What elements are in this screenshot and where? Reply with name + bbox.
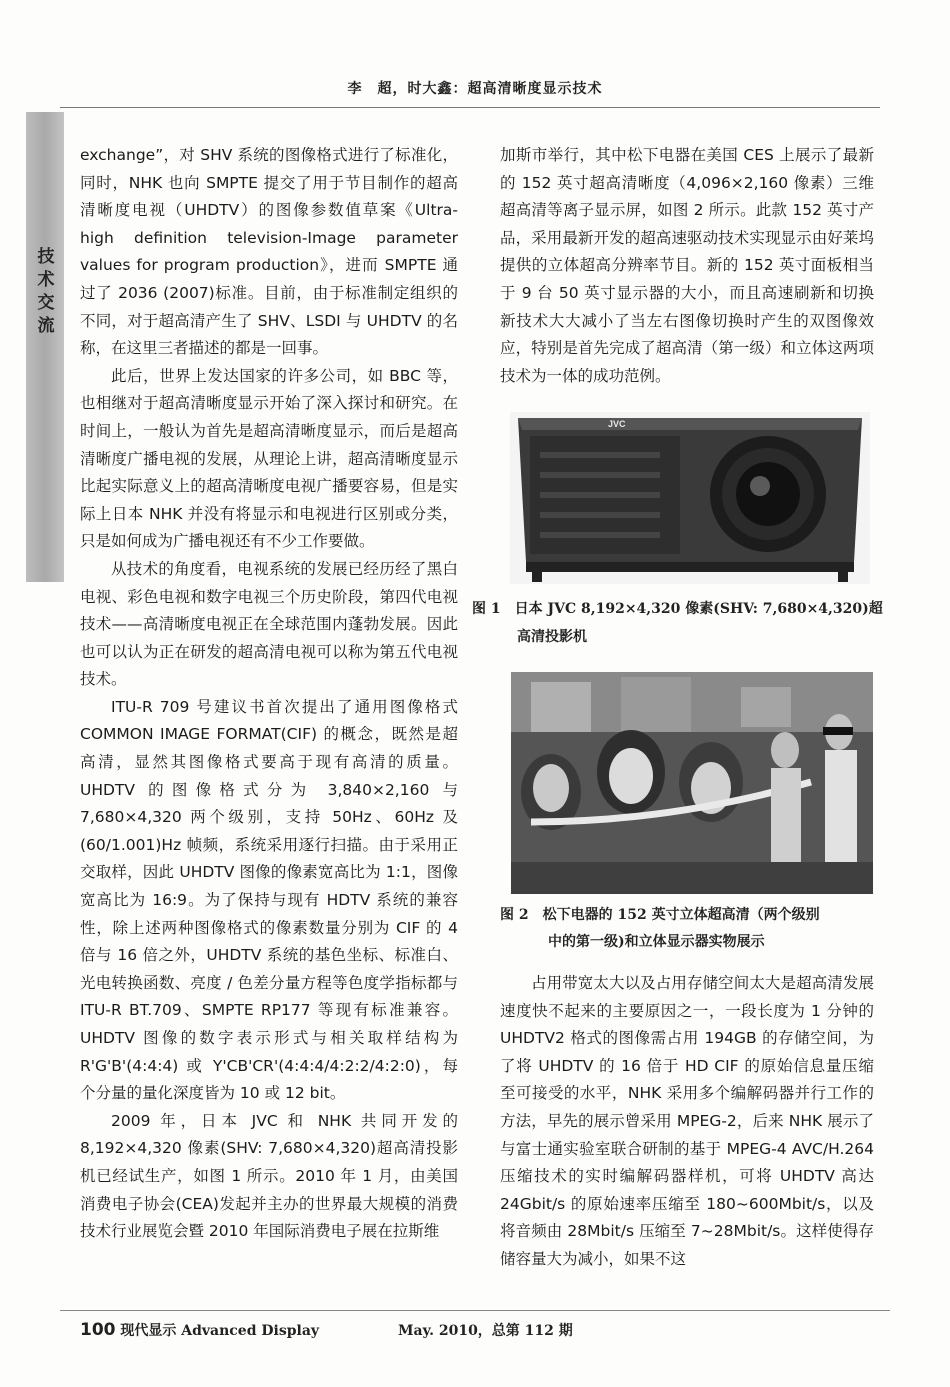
left-column (80, 142, 458, 1246)
section-side-tab (26, 112, 64, 582)
running-header: 李 超，时大鑫：超高清晰度显示技术 (347, 81, 603, 97)
footer-rule (60, 1310, 890, 1311)
figure-2-caption-continued: 中的第一级)和立体显示器实物展示 (548, 934, 765, 950)
figure-2-display-photo (511, 672, 873, 894)
paragraph: ITU-R 709 号建议书首次提出了通用图像格式 COMMON IMAGE FORMAT(CIF) 的概念，既然是超高清，显然其图像格式要高于现有高清的质量。UHDTV 的图像格式分为 3,840×2,160 与 7,680×4,320 两个级别，支持 50Hz、60Hz 及(60/1.001)Hz 帧频，系统采用逐行扫描。由于采用正交取样，因此 UHDTV 图像的像素宽高比为 1:1，图像宽高比为 16:9。为了保持与现有 HDTV 系统的兼容性，除上述两种图像格式的像素数量分别为 CIF 的 4 倍与 16 倍之外，UHDTV 系统的基色坐标、标准白、光电转换函数、亮度 / 色差分量方程等色度学指标都与 ITU-R BT.709、SMPTE RP177 等现有标准兼容。UHDTV 图像的数字表示形式与相关取样结构为 R'G'B'(4:4:4) 或 Y'CB'CR'(4:4:4/4:2:2/4:2:0)，每个分量的量化深度皆为 10 或 12 bit。 (80, 697, 458, 1103)
right-column-bottom (500, 970, 874, 1274)
paragraph: 占用带宽太大以及占用存储空间太大是超高清发展速度快不起来的主要原因之一，一段长度为 1 分钟的 UHDTV2 格式的图像需占用 194GB 的存储空间，为了将 UHDTV 的 16 倍于 HD CIF 的原始信息量压缩至可接受的水平，NHK 采用多个编解码器并行工作的方法，早先的展示曾采用 MPEG-2，后来 NHK 展示了与富士通实验室联合研制的基于 MPEG-4 AVC/H.264 压缩技术的实时编解码器样机，可将 UHDTV 高达 24Gbit/s 的原始速率压缩至 180~600Mbit/s，以及将音频由 28Mbit/s 压缩至 7~28Mbit/s。这样使得存储容量大为减小，如果不这 (500, 974, 874, 1268)
paragraph: 2009 年，日本 JVC 和 NHK 共同开发的 8,192×4,320 像素(SHV: 7,680×4,320)超高清投影机已经试生产，如图 1 所示。2010 年 1 月，由美国消费电子协会(CEA)发起并主办的世界最大规模的消费技术行业展览会暨 2010 年国际消费电子展在拉斯维 (80, 1111, 458, 1241)
paragraph: 此后，世界上发达国家的许多公司，如 BBC 等，也相继对于超高清晰度显示开始了深入探讨和研究。在时间上，一般认为首先是超高清晰度显示，而后是超高清晰度广播电视的发展，从理论上讲，超高清晰度显示比起实际意义上的超高清晰度电视广播要容易，但是实际上日本 NHK 并没有将显示和电视进行区别或分类，只是如何成为广播电视还有不少工作要做。 (80, 366, 458, 551)
footer-issue: May. 2010，总第 112 期 (398, 1323, 573, 1339)
projector-illustration (510, 412, 870, 584)
journal-name: 现代显示 Advanced Display (120, 1323, 320, 1339)
figure-1-projector-image (510, 412, 870, 584)
paragraph: 从技术的角度看，电视系统的发展已经历经了黑白电视、彩色电视和数字电视三个历史阶段，第四代电视技术——高清晰度电视正在全球范围内蓬勃发展。因此也可以认为正在研发的超高清电视可以称为第五代电视技术。 (80, 559, 458, 689)
figure-2-caption: 图 2 松下电器的 152 英寸立体超高清（两个级别 (500, 907, 820, 923)
section-side-tab-label: 技术交流 (37, 247, 55, 336)
paragraph: 加斯市举行，其中松下电器在美国 CES 上展示了最新的 152 英寸超高清晰度（4,096×2,160 像素）三维超高清等离子显示屏，如图 2 所示。此款 152 英寸产品，采用最新开发的超高速驱动技术实现显示由好莱坞提供的立体超高分辨率节目。新的 152 英寸面板相当于 9 台 50 英寸显示器的大小，而且高速刷新和切换新技术大大减小了当左右图像切换时产生的双图像效应，特别是首先完成了超高清（第一级）和立体这两项技术为一体的成功范例。 (500, 146, 874, 385)
footer-journal (80, 1320, 319, 1340)
right-column-top (500, 142, 874, 390)
display-photo-illustration (511, 672, 873, 894)
figure-1-caption-continued: 高清投影机 (517, 629, 587, 645)
paragraph: exchange”，对 SHV 系统的图像格式进行了标准化，同时，NHK 也向 SMPTE 提交了用于节目制作的超高清晰度电视（UHDTV）的图像参数值草案《Ultra-high definition television-Image parameter values for program production》，进而 SMPTE 通过了 2036 (2007)标准。目前，由于标准制定组织的不同，对于超高清产生了 SHV、LSDI 与 UHDTV 的名称，在这里三者描述的都是一回事。 (80, 146, 458, 358)
page-number: 100 (80, 1320, 116, 1340)
figure-1-caption: 图 1 日本 JVC 8,192×4,320 像素(SHV: 7,680×4,320)超 (472, 601, 883, 617)
brand-logo-text: JVC (608, 419, 626, 429)
header-rule (60, 107, 880, 108)
